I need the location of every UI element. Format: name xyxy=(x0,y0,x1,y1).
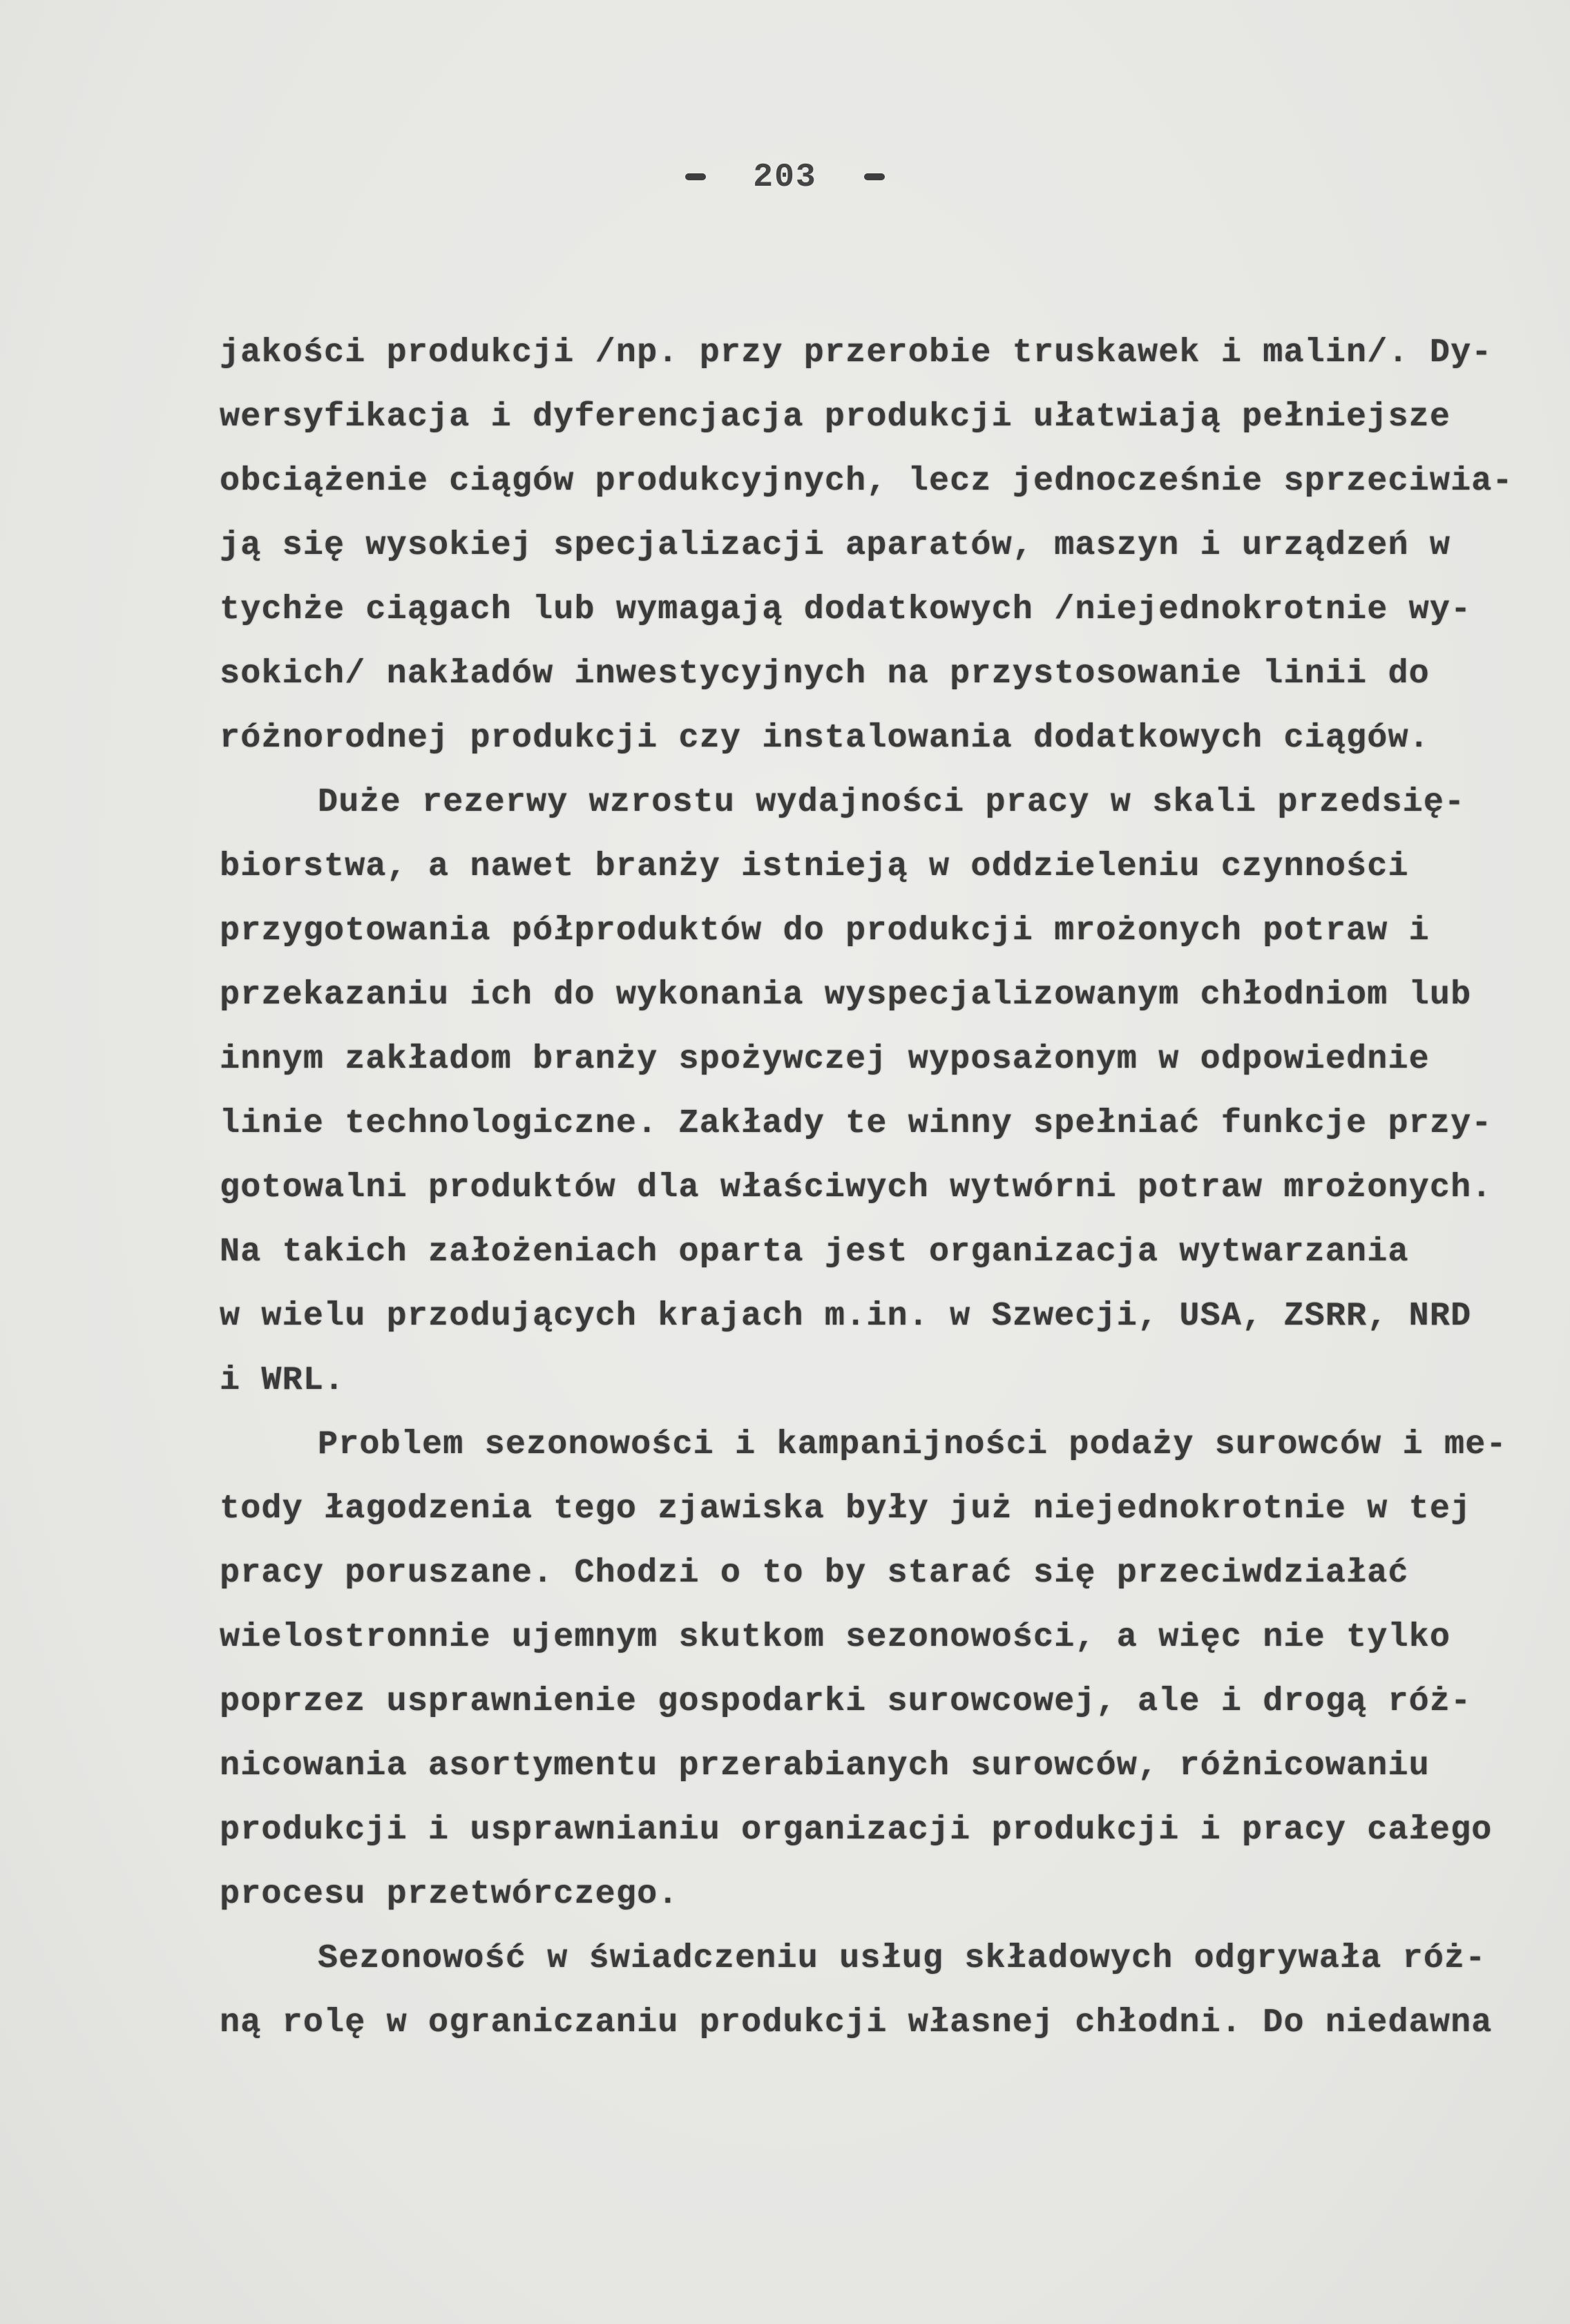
text-line: wielostronnie ujemnym skutkom sezonowości, a więc nie tylko xyxy=(220,1618,1451,1656)
text-line: sokich/ nakładów inwestycyjnych na przystosowanie linii do xyxy=(220,655,1430,693)
text-line: gotowalni produktów dla właściwych wytwórni potraw mrożonych. xyxy=(220,1169,1493,1207)
text-line: Problem sezonowości i kampanijności podaży surowców i me- xyxy=(318,1425,1507,1463)
text-line: obciążenie ciągów produkcyjnych, lecz jednocześnie sprzeciwia- xyxy=(220,462,1513,500)
text-line: w wielu przodujących krajach m.in. w Szwecji, USA, ZSRR, NRD xyxy=(220,1297,1472,1335)
text-line: procesu przetwórczego. xyxy=(220,1875,679,1913)
dash-right xyxy=(864,173,885,180)
text-line: ją się wysokiej specjalizacji aparatów, maszyn i urządzeń w xyxy=(220,526,1451,564)
text-line: różnorodnej produkcji czy instalowania dodatkowych ciągów. xyxy=(220,719,1430,757)
text-line: jakości produkcji /np. przy przerobie truskawek i malin/. Dy- xyxy=(220,334,1493,372)
text-line: Sezonowość w świadczeniu usług składowych odgrywała róż- xyxy=(318,1939,1486,1977)
text-line: nicowania asortymentu przerabianych surowców, różnicowaniu xyxy=(220,1747,1430,1785)
text-line: pracy poruszane. Chodzi o to by starać się przeciwdziałać xyxy=(220,1554,1409,1592)
text-line: tody łagodzenia tego zjawiska były już niejednokrotnie w tej xyxy=(220,1490,1472,1528)
text-line: tychże ciągach lub wymagają dodatkowych /niejednokrotnie wy- xyxy=(220,590,1472,628)
text-line: produkcji i usprawnianiu organizacji produkcji i pracy całego xyxy=(220,1811,1493,1849)
text-line: innym zakładom branży spożywczej wyposażonym w odpowiednie xyxy=(220,1040,1430,1078)
text-line: i WRL. xyxy=(220,1361,345,1399)
page-number-header xyxy=(0,155,1570,200)
text-line: poprzez usprawnienie gospodarki surowcowej, ale i drogą róż- xyxy=(220,1682,1472,1720)
text-line: przygotowania półproduktów do produkcji mrożonych potraw i xyxy=(220,912,1430,950)
text-line: Duże rezerwy wzrostu wydajności pracy w skali przedsię- xyxy=(318,783,1466,821)
page-number: 203 xyxy=(753,159,817,196)
body-text xyxy=(220,320,1546,2055)
text-line: Na takich założeniach oparta jest organizacja wytwarzania xyxy=(220,1233,1409,1271)
text-line: linie technologiczne. Zakłady te winny spełniać funkcje przy- xyxy=(220,1104,1493,1142)
text-line: ną rolę w ograniczaniu produkcji własnej chłodni. Do niedawna xyxy=(220,2004,1493,2042)
text-line: biorstwa, a nawet branży istnieją w oddzieleniu czynności xyxy=(220,847,1409,885)
text-line: przekazaniu ich do wykonania wyspecjalizowanym chłodniom lub xyxy=(220,976,1472,1014)
text-line: wersyfikacja i dyferencjacja produkcji ułatwiają pełniejsze xyxy=(220,398,1451,436)
dash-left xyxy=(685,173,706,180)
